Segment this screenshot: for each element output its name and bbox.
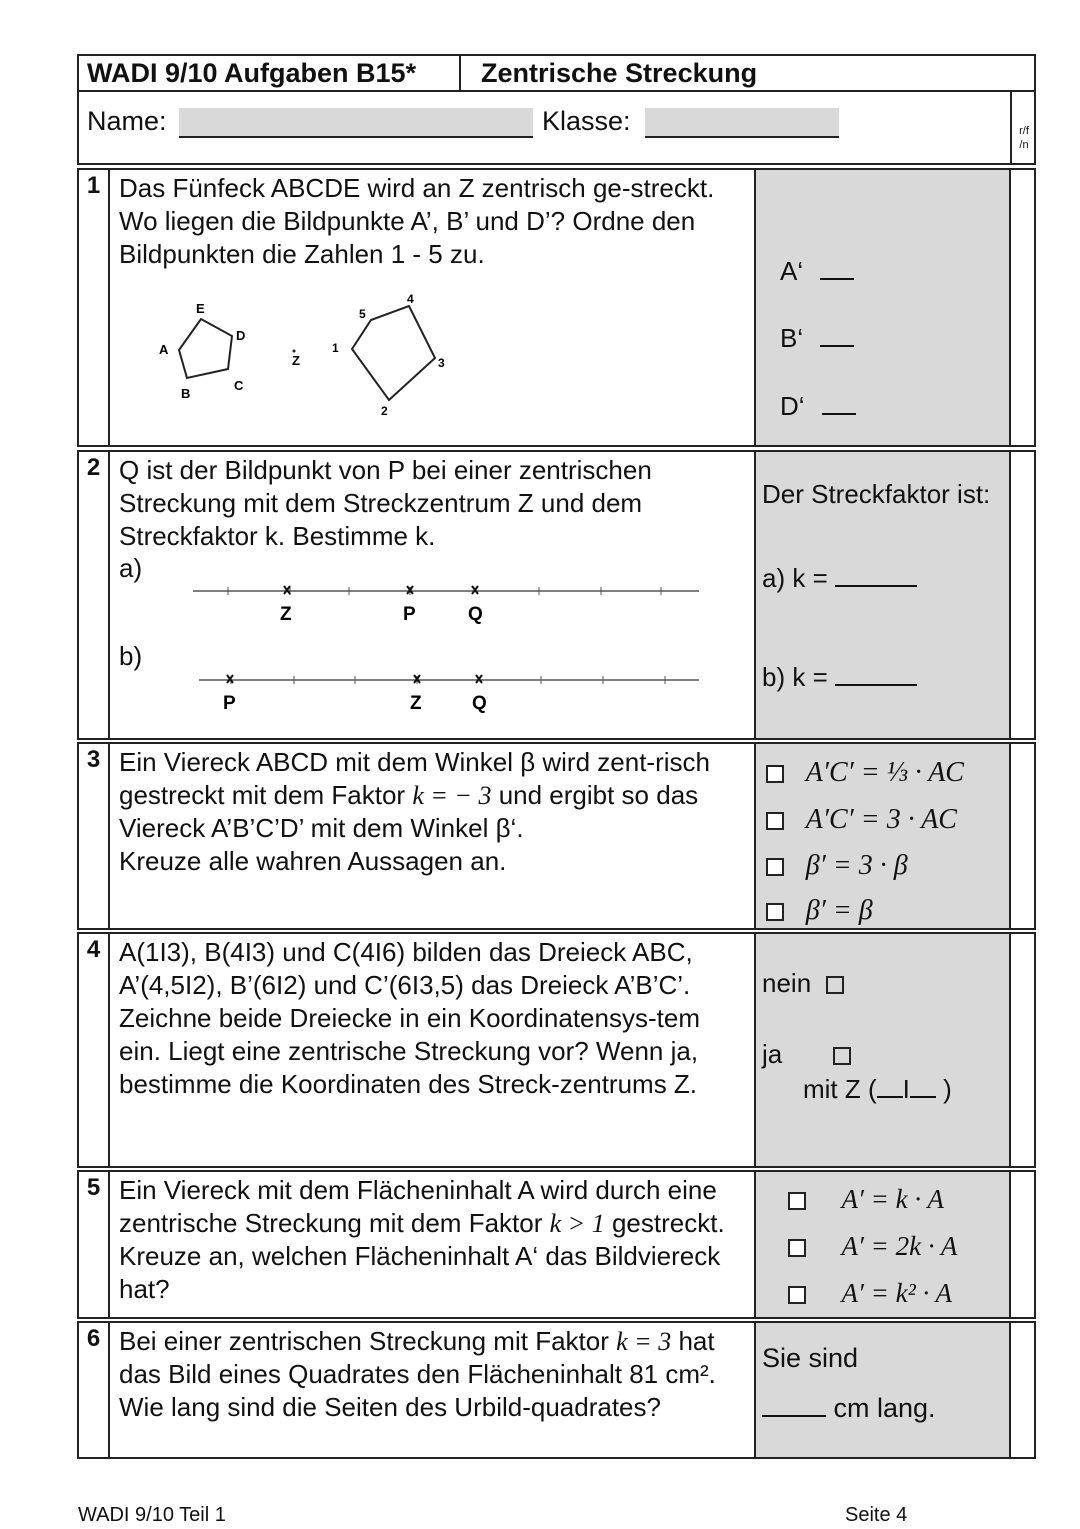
answer-a: a) k = — [762, 563, 917, 594]
answer-b-prime: B‘ — [780, 323, 854, 354]
task-number: 3 — [79, 744, 110, 928]
number-label-1: 1 — [332, 341, 339, 355]
checkbox[interactable] — [826, 976, 844, 994]
task-6 — [77, 1321, 1036, 1459]
point-label: Z — [280, 604, 292, 625]
answer-area-6 — [754, 1323, 1011, 1457]
number-line-a — [189, 577, 709, 629]
task-number: 2 — [79, 452, 110, 738]
checkbox[interactable] — [788, 1192, 806, 1210]
name-field[interactable] — [179, 108, 533, 138]
answer-blank[interactable] — [822, 413, 856, 415]
task-2 — [77, 450, 1036, 740]
answer-blank[interactable] — [835, 585, 917, 587]
answer-intro: Sie sind — [762, 1343, 859, 1373]
answer-area-1 — [754, 170, 1011, 445]
task-text: Das Fünfeck ABCDE wird an Z zentrisch ge-streckt. Wo liegen die Bildpunkte A’, B’ und D’? Ordne den Bildpunkten die Zahlen 1 - 5 zu. — [119, 173, 715, 269]
header-title-row — [79, 56, 1034, 92]
number-label-3: 3 — [438, 356, 445, 370]
answer-a-prime: A‘ — [780, 256, 854, 287]
point-label: P — [403, 604, 416, 625]
task-1 — [77, 168, 1036, 447]
option-2: A′ = 2k · A — [788, 1231, 957, 1262]
task-text: Q ist der Bildpunkt von P bei einer zentrischen Streckung mit dem Streckzentrum Z und dem Streckfaktor k. Bestimme k. — [119, 455, 652, 551]
worksheet-header — [77, 54, 1036, 165]
point-label-a: A — [159, 342, 169, 357]
option-3: A′ = k² · A — [788, 1278, 952, 1309]
part-b-label: b) — [119, 641, 143, 671]
worksheet-topic: Zentrische Streckung — [481, 58, 758, 88]
number-label-5: 5 — [359, 307, 366, 321]
option-1: A′ = k · A — [788, 1184, 944, 1215]
score-column-label: r/f /n — [1010, 92, 1036, 165]
answer-d-prime: D‘ — [780, 391, 856, 422]
task-text: A(1I3), B(4I3) und C(4I6) bilden das Dreieck ABC, A’(4,5I2), B’(6I2) und C’(6I3,5) das Dreieck A’B’C’. Zeichne beide Dreiecke in ein Koordinatensys-tem ein. Liegt eine zentrische Streckung vor? Wenn ja, bestimme die Koordinaten des Streck-zentrums Z. — [119, 937, 700, 1099]
pentagon-abcde — [179, 319, 232, 378]
class-label: Klasse: — [542, 106, 631, 136]
task-3 — [77, 742, 1036, 930]
answer-blank[interactable] — [877, 1096, 903, 1098]
point-label-b: B — [181, 386, 191, 401]
point-label-c: C — [234, 378, 244, 393]
class-field[interactable] — [645, 108, 839, 138]
part-a-label: a) — [119, 553, 143, 583]
pentagon-figure — [139, 290, 469, 420]
answer-area-3 — [754, 744, 1011, 928]
answer-blank[interactable] — [762, 1415, 826, 1417]
number-label-4: 4 — [407, 292, 414, 306]
answer-area-5 — [754, 1172, 1011, 1317]
point-label: Q — [468, 604, 483, 625]
point-label-e: E — [196, 301, 205, 316]
checkbox[interactable] — [766, 765, 784, 783]
checkbox[interactable] — [766, 903, 784, 921]
checkbox[interactable] — [766, 858, 784, 876]
center-point-z — [293, 350, 296, 353]
task-4 — [77, 932, 1036, 1168]
checkbox[interactable] — [788, 1239, 806, 1257]
task-5 — [77, 1170, 1036, 1319]
task-number: 5 — [79, 1172, 110, 1317]
task-number: 4 — [79, 934, 110, 1166]
point-label: P — [223, 693, 236, 714]
answer-blank[interactable] — [835, 684, 917, 686]
point-label: Q — [472, 693, 487, 714]
task-number: 1 — [79, 170, 110, 445]
option-1: A′C′ = ⅓ · AC — [766, 756, 964, 789]
checkbox[interactable] — [766, 812, 784, 830]
answer-blank[interactable] — [910, 1096, 936, 1098]
answer-b: b) k = — [762, 662, 917, 693]
footer-left: WADI 9/10 Teil 1 — [78, 1504, 226, 1526]
center-answer: mit Z ( I ) — [803, 1074, 952, 1104]
answer-area-4 — [754, 934, 1011, 1166]
number-line-b — [189, 666, 709, 718]
answer-line: cm lang. — [762, 1393, 936, 1424]
point-label: Z — [410, 693, 422, 714]
center-label-z: Z — [292, 353, 300, 368]
header-divider — [459, 56, 461, 92]
checkbox[interactable] — [788, 1286, 806, 1304]
number-label-2: 2 — [381, 404, 388, 418]
answer-intro: Der Streckfaktor ist: — [762, 479, 991, 509]
option-3: β′ = 3 · β — [766, 849, 908, 882]
task-number: 6 — [79, 1323, 110, 1457]
option-4: β′ = β — [766, 894, 873, 927]
task-text: Ein Viereck mit dem Flächeninhalt A wird durch eine zentrische Streckung mit dem Faktor k > 1 gestreckt. Kreuze an, welchen Flächeninhalt A‘ das Bildviereck hat? — [119, 1175, 725, 1304]
name-label: Name: — [87, 106, 167, 136]
task-text: Ein Viereck ABCD mit dem Winkel β wird zent-risch gestreckt mit dem Faktor k = − 3 und ergibt so das Viereck A’B’C’D’ mit dem Winkel β‘. Kreuze alle wahren Aussagen an. — [119, 747, 710, 876]
answer-blank[interactable] — [820, 278, 854, 280]
task-text: Bei einer zentrischen Streckung mit Faktor k = 3 hat das Bild eines Quadrates den Flächeninhalt 81 cm². Wie lang sind die Seiten des Urbild-quadrates? — [119, 1326, 716, 1422]
option-no: nein — [762, 968, 844, 999]
option-yes: ja — [762, 1039, 851, 1070]
footer-page-number: Seite 4 — [845, 1504, 908, 1526]
option-2: A′C′ = 3 · AC — [766, 803, 957, 836]
answer-area-2 — [754, 452, 1011, 738]
worksheet-title: WADI 9/10 Aufgaben B15* — [87, 58, 417, 88]
point-label-d: D — [236, 328, 246, 343]
answer-blank[interactable] — [820, 345, 854, 347]
checkbox[interactable] — [833, 1047, 851, 1065]
